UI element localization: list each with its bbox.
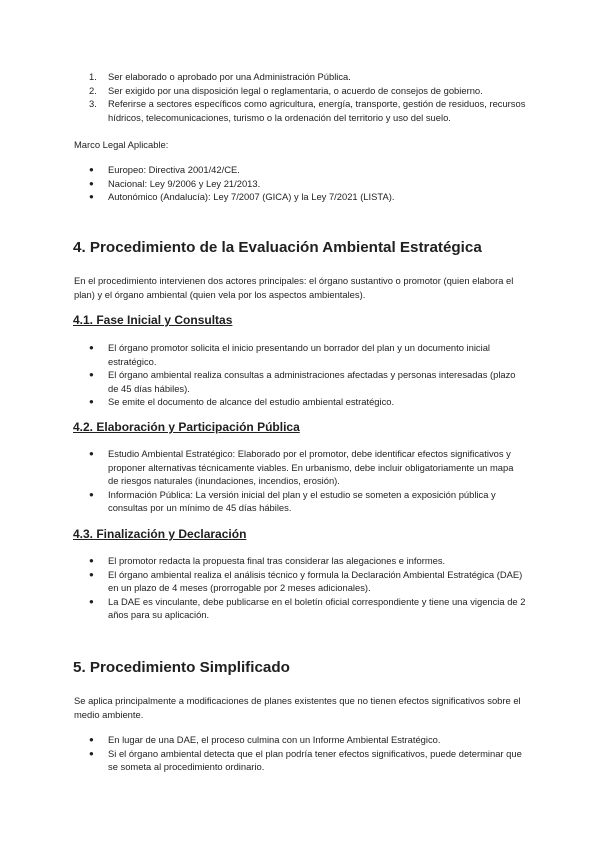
section-5-intro: Se aplica principalmente a modificaciones de planes existentes que no tienen efectos significativos sobre el medio ambiente. <box>74 695 521 720</box>
list-item: ● Nacional: Ley 9/2006 y Ley 21/2013. <box>89 177 261 189</box>
intro-numbered-list <box>74 70 526 124</box>
list-item: ● El órgano promotor solicita el inicio presentando un borrador del plan y un documento inicial estratégico. <box>89 342 490 367</box>
section-4-3-heading: 4.3. Finalización y Declaración <box>73 527 247 541</box>
marco-legal-title: Marco Legal Aplicable: <box>74 139 169 150</box>
section-4-3-list <box>74 554 526 622</box>
list-item: ● Autonómico (Andalucía): Ley 7/2007 (GICA) y la Ley 7/2021 (LISTA). <box>89 191 395 202</box>
list-item: ● Se emite el documento de alcance del estudio ambiental estratégico. <box>89 396 395 407</box>
list-item: ● Europeo: Directiva 2001/42/CE. <box>89 164 240 175</box>
section-4-intro: En el procedimiento intervienen dos actores principales: el órgano sustantivo o promotor (quien elabora el plan) y el órgano ambiental (quien vela por los aspectos ambientales). <box>74 275 514 300</box>
list-item: ● Estudio Ambiental Estratégico: Elaborado por el promotor, debe identificar efectos significativos y proponer alternativas técnicamente viables. En urbanismo, debe incluir obligatoriamente un mapa de riesgos naturales (inundaciones, incendios, erosión). <box>89 448 514 486</box>
list-item: ● El órgano ambiental realiza consultas a administraciones afectadas y personas interesadas (plazo de 45 días hábiles). <box>89 369 516 394</box>
section-4-1-heading: 4.1. Fase Inicial y Consultas <box>73 313 233 327</box>
marco-legal-list <box>74 163 526 204</box>
section-4-2-list <box>74 447 526 515</box>
section-4-2-heading: 4.2. Elaboración y Participación Pública <box>73 420 300 434</box>
list-item: ● Información Pública: La versión inicial del plan y el estudio se someten a exposición pública y consultas por un mínimo de 45 días hábiles. <box>89 488 496 513</box>
list-item: ● En lugar de una DAE, el proceso culmina con un Informe Ambiental Estratégico. <box>89 734 441 745</box>
section-5-list <box>74 733 526 774</box>
list-item: ● El promotor redacta la propuesta final tras considerar las alegaciones e informes. <box>89 555 446 566</box>
list-item: 2. Ser exigido por una disposición legal o reglamentaria, o acuerdo de consejos de gobierno. <box>89 84 483 96</box>
section-4-1-list <box>74 341 526 409</box>
section-5-heading: 5. Procedimiento Simplificado <box>73 659 290 676</box>
section-4-heading: 4. Procedimiento de la Evaluación Ambiental Estratégica <box>73 239 482 256</box>
list-item: ● La DAE es vinculante, debe publicarse en el boletín oficial correspondiente y tiene una vigencia de 2 años para su aplicación. <box>89 595 526 620</box>
list-item: 1. Ser elaborado o aprobado por una Administración Pública. <box>89 71 351 82</box>
list-item: ● Si el órgano ambiental detecta que el plan podría tener efectos significativos, puede determinar que se someta al procedimiento ordinario. <box>89 747 522 772</box>
list-item: ● El órgano ambiental realiza el análisis técnico y formula la Declaración Ambiental Estratégica (DAE) en un plazo de 4 meses (prorrogable por 2 meses adicionales). <box>89 568 523 593</box>
list-item: 3. Referirse a sectores específicos como agricultura, energía, transporte, gestión de residuos, recursos hídricos, telecomunicaciones, turismo o la ordenación del territorio y uso del suelo. <box>89 98 526 123</box>
